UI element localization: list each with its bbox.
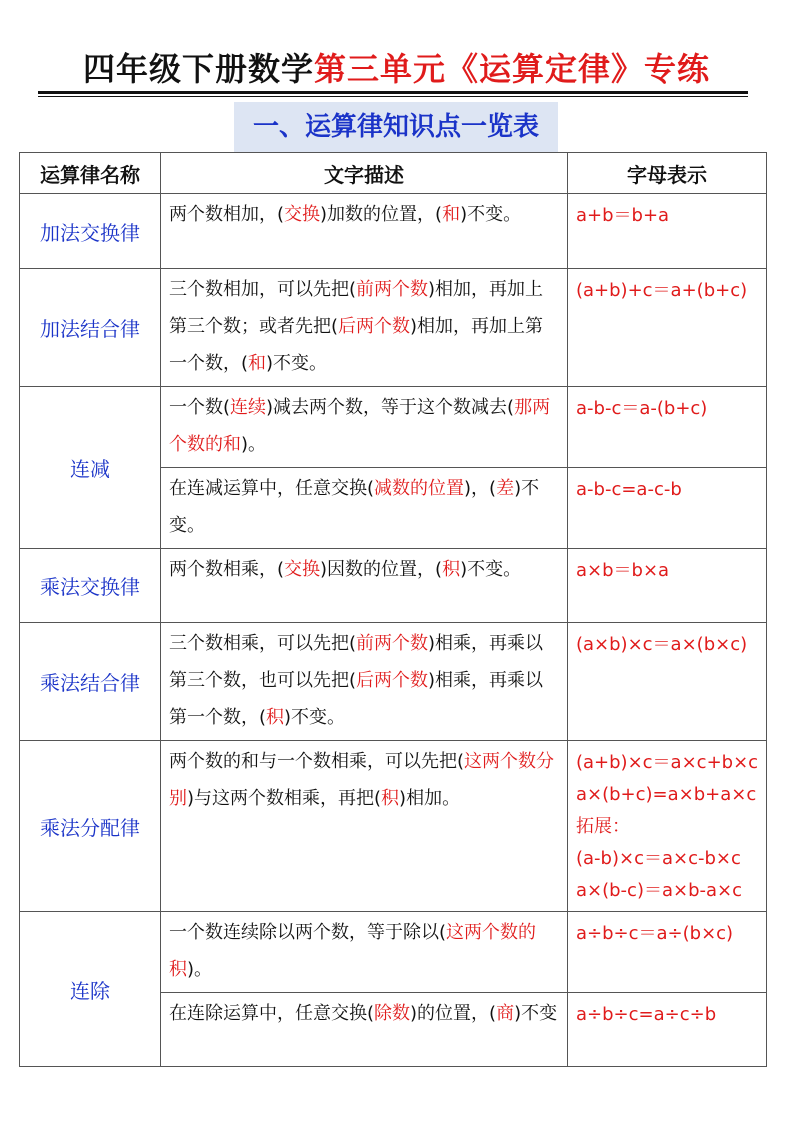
description-text: )因数的位置，(: [320, 559, 443, 580]
formula-line: (a+b)×c＝a×c+b×c: [576, 752, 759, 773]
title-underline-thick: [38, 91, 748, 94]
highlight-text: 和: [442, 204, 461, 225]
law-formula: [568, 549, 767, 623]
law-description: [161, 741, 568, 912]
formula-line: (a×b)×c＝a×(b×c): [576, 634, 748, 655]
law-formula: [568, 194, 767, 269]
law-description: [161, 269, 568, 387]
column-header-formula: 字母表示: [568, 153, 767, 194]
formula-line: (a-b)×c＝a×c-b×c: [576, 848, 741, 869]
table-row: [20, 194, 767, 269]
description-text: )相乘，再乘以第三个数，也可以先把(: [169, 633, 544, 691]
law-formula: [568, 269, 767, 387]
highlight-text: 这两个数分别: [169, 751, 555, 809]
description-text: )不变。: [460, 559, 522, 580]
description-text: )不变。: [284, 707, 346, 728]
highlight-text: 积: [266, 707, 285, 728]
formula-line: a-b-c=a-c-b: [576, 479, 682, 500]
law-name: 连除: [20, 912, 161, 1067]
highlight-text: 这两个数的积: [169, 922, 537, 980]
table-row: [20, 623, 767, 741]
table-row: [20, 549, 767, 623]
column-header-description: 文字描述: [161, 153, 568, 194]
page-title: [0, 48, 793, 90]
law-description: [161, 993, 568, 1067]
highlight-text: 积: [442, 559, 461, 580]
highlight-text: 前两个数: [356, 279, 429, 300]
law-formula: [568, 623, 767, 741]
law-formula: [568, 468, 767, 549]
table-row: [20, 387, 767, 468]
description-text: 在连除运算中，任意交换(: [169, 1003, 375, 1024]
law-description: [161, 387, 568, 468]
law-description: [161, 468, 568, 549]
description-text: 两个数的和与一个数相乘，可以先把(: [169, 751, 465, 772]
formula-line: 拓展：: [576, 816, 630, 837]
description-text: 三个数相加，可以先把(: [169, 279, 357, 300]
description-text: 两个数相乘，(: [169, 559, 285, 580]
formula-line: (a+b)+c＝a+(b+c): [576, 280, 748, 301]
law-formula: [568, 741, 767, 912]
description-text: )相加，再加上第三个数；或者先把(: [169, 279, 544, 337]
formula-line: a×(b+c)=a×b+a×c: [576, 784, 757, 805]
description-text: )。: [187, 959, 213, 980]
column-header-name: 运算律名称: [20, 153, 161, 194]
description-text: 一个数(: [169, 397, 231, 418]
highlight-text: 和: [248, 353, 267, 374]
description-text: )与这两个数相乘，再把(: [187, 788, 382, 809]
law-formula: [568, 387, 767, 468]
law-name: 加法交换律: [20, 194, 161, 269]
formula-line: a×(b-c)＝a×b-a×c: [576, 880, 743, 901]
description-text: 在连减运算中，任意交换(: [169, 478, 375, 499]
law-name: 连减: [20, 387, 161, 549]
title-part-grade: 四年级下册数学: [82, 50, 314, 88]
title-underline-thin: [38, 96, 748, 97]
law-name: 乘法分配律: [20, 741, 161, 912]
description-text: )减去两个数，等于这个数减去(: [266, 397, 515, 418]
table-header-row: [20, 153, 767, 194]
highlight-text: 减数的位置: [374, 478, 465, 499]
description-text: 三个数相乘，可以先把(: [169, 633, 357, 654]
description-text: )不变。: [266, 353, 328, 374]
law-description: [161, 549, 568, 623]
law-name: 乘法结合律: [20, 623, 161, 741]
table-row: [20, 269, 767, 387]
highlight-text: 后两个数: [338, 316, 411, 337]
description-text: )的位置，(: [410, 1003, 497, 1024]
law-name: 加法结合律: [20, 269, 161, 387]
highlight-text: 那两个数的和: [169, 397, 551, 455]
highlight-text: 积: [381, 788, 400, 809]
law-name: 乘法交换律: [20, 549, 161, 623]
highlight-text: 交换: [284, 204, 321, 225]
highlight-text: 连续: [230, 397, 267, 418]
formula-line: a+b＝b+a: [576, 205, 670, 226]
table-row: [20, 912, 767, 993]
law-description: [161, 194, 568, 269]
formula-line: a×b＝b×a: [576, 560, 670, 581]
description-text: )。: [241, 434, 267, 455]
highlight-text: 差: [496, 478, 515, 499]
table-row: [20, 741, 767, 912]
description-text: 一个数连续除以两个数，等于除以(: [169, 922, 447, 943]
description-text: )不变。: [169, 478, 540, 536]
highlight-text: 除数: [374, 1003, 411, 1024]
highlight-text: 前两个数: [356, 633, 429, 654]
law-description: [161, 912, 568, 993]
description-text: )加数的位置，(: [320, 204, 443, 225]
formula-line: a÷b÷c＝a÷(b×c): [576, 923, 734, 944]
section-heading: 一、运算律知识点一览表: [234, 102, 558, 152]
law-formula: [568, 912, 767, 993]
title-part-unit: 第三单元《运算定律》专练: [314, 50, 711, 88]
laws-table: [19, 152, 767, 1067]
highlight-text: 后两个数: [356, 670, 429, 691]
description-text: )不变。: [460, 204, 522, 225]
formula-line: a÷b÷c=a÷c÷b: [576, 1004, 717, 1025]
description-text: 两个数相加，(: [169, 204, 285, 225]
description-text: )，(: [464, 478, 497, 499]
description-text: )相加，再加上第一个数，(: [169, 316, 544, 374]
highlight-text: 商: [496, 1003, 515, 1024]
formula-line: a-b-c＝a-(b+c): [576, 398, 708, 419]
description-text: )不变: [514, 1003, 558, 1024]
description-text: )相加。: [399, 788, 461, 809]
law-formula: [568, 993, 767, 1067]
law-description: [161, 623, 568, 741]
highlight-text: 交换: [284, 559, 321, 580]
description-text: )相乘，再乘以第一个数，(: [169, 670, 544, 728]
